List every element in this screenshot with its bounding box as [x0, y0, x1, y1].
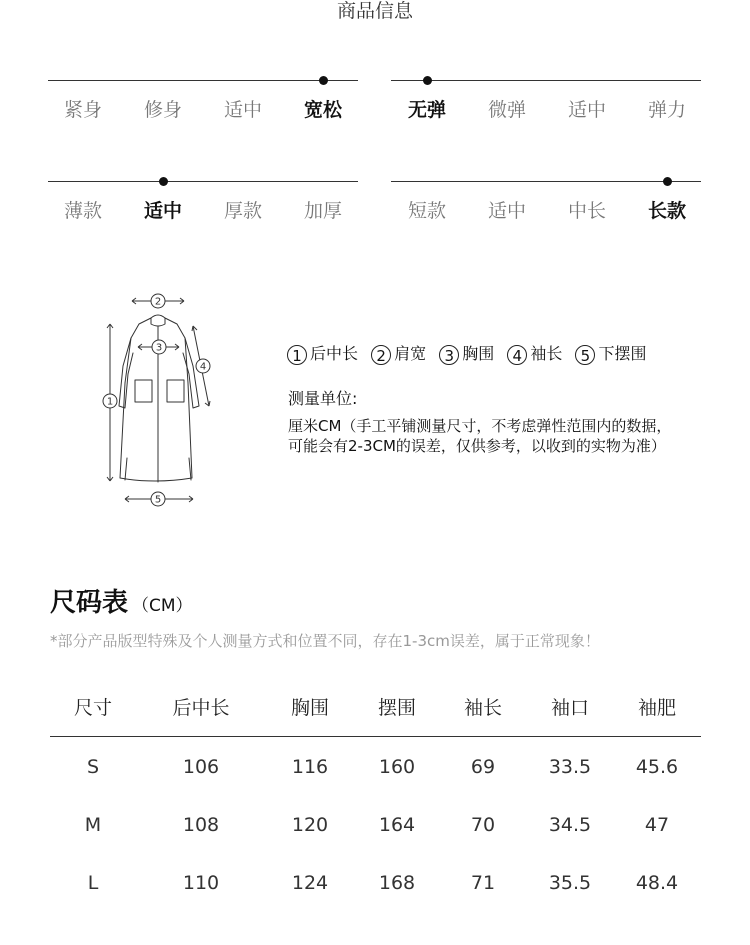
marker-2: [151, 294, 165, 308]
elasticity-option-regular: 适中: [567, 99, 606, 121]
legend-label: 后中长: [310, 344, 359, 363]
table-cell: 69: [470, 756, 496, 778]
scale-track: [391, 181, 701, 182]
measure-desc-line: 厘米CM（手工平铺测量尺寸，不考虑弹性范围内的数据，: [288, 417, 672, 435]
marker-3: [152, 340, 166, 354]
table-cell: 168: [378, 872, 416, 894]
table-cell: 110: [182, 872, 220, 894]
table-header-cell: 后中长: [172, 697, 230, 719]
legend-item-chest: [439, 342, 494, 366]
length-scale: [391, 181, 701, 241]
legend-item-length: [287, 342, 358, 366]
legend-number: 3: [439, 345, 459, 365]
size-table: [50, 680, 701, 911]
marker-4: [196, 359, 210, 373]
coat-measurement-diagram: [95, 288, 225, 513]
measure-desc-line: 可能会有2-3CM的误差，仅供参考，以收到的实物为准）: [288, 437, 666, 455]
scale-indicator: [159, 177, 168, 186]
table-cell: 35.5: [548, 872, 592, 894]
svg-text:1: 1: [106, 396, 114, 408]
length-option-mid-long: 中长: [567, 200, 606, 222]
elasticity-option-none: 无弹: [407, 99, 446, 121]
measure-unit-title: 测量单位:: [288, 389, 358, 408]
table-header-cell: 胸围: [290, 697, 329, 719]
measure-unit-description: [288, 416, 708, 456]
legend-number: 5: [575, 345, 595, 365]
table-cell: 160: [378, 756, 416, 778]
size-chart-title-text: 尺码表: [50, 588, 129, 618]
measurement-legend: [287, 342, 654, 366]
elasticity-option-stretch: 弹力: [647, 99, 686, 121]
table-row: [50, 737, 701, 795]
fit-option-slim: 修身: [143, 99, 182, 121]
length-option-regular: 适中: [487, 200, 526, 222]
thickness-option-extra-thick: 加厚: [303, 200, 342, 222]
legend-number: 4: [507, 345, 527, 365]
table-header-cell: 袖口: [550, 697, 589, 719]
fit-option-tight: 紧身: [63, 99, 102, 121]
table-cell: L: [87, 872, 99, 894]
table-cell: M: [84, 814, 102, 836]
table-cell: 164: [378, 814, 416, 836]
table-cell: S: [86, 756, 100, 778]
scale-track: [48, 80, 358, 81]
legend-label: 袖长: [530, 344, 563, 363]
scale-track: [391, 80, 701, 81]
thickness-option-thick: 厚款: [223, 200, 262, 222]
legend-label: 肩宽: [394, 344, 427, 363]
size-chart-note: *部分产品版型特殊及个人测量方式和位置不同，存在1-3cm误差，属于正常现象！: [50, 632, 600, 650]
scale-indicator: [319, 76, 328, 85]
table-header-cell: 袖长: [463, 697, 502, 719]
legend-number: 1: [287, 345, 307, 365]
legend-number: 2: [371, 345, 391, 365]
scale-track: [48, 181, 358, 182]
legend-item-sleeve: [507, 342, 562, 366]
table-cell: 71: [470, 872, 496, 894]
thickness-option-regular: 适中: [143, 200, 182, 222]
elasticity-option-slight: 微弹: [487, 99, 526, 121]
legend-item-hem: [575, 342, 646, 366]
table-cell: 47: [644, 814, 670, 836]
table-cell: 124: [291, 872, 329, 894]
svg-text:4: 4: [199, 361, 207, 373]
size-chart-unit: （CM）: [132, 596, 193, 616]
table-cell: 33.5: [548, 756, 592, 778]
table-cell: 116: [291, 756, 329, 778]
length-option-short: 短款: [407, 200, 446, 222]
elasticity-scale: [391, 80, 701, 140]
table-header-row: [50, 680, 701, 737]
thickness-option-thin: 薄款: [63, 200, 102, 222]
size-chart-title: [50, 582, 193, 619]
legend-label: 下摆围: [598, 344, 647, 363]
table-row: [50, 795, 701, 853]
svg-text:5: 5: [154, 494, 162, 506]
svg-text:3: 3: [155, 342, 163, 354]
legend-item-shoulder: [371, 342, 426, 366]
scale-indicator: [663, 177, 672, 186]
marker-1: [103, 394, 117, 408]
table-cell: 70: [470, 814, 496, 836]
fit-option-regular: 适中: [223, 99, 262, 121]
table-cell: 48.4: [635, 872, 679, 894]
table-cell: 120: [291, 814, 329, 836]
thickness-scale: [48, 181, 358, 241]
fit-scale: [48, 80, 358, 140]
section-title: 商品信息: [336, 0, 413, 22]
table-cell: 106: [182, 756, 220, 778]
table-row: [50, 853, 701, 911]
length-option-long: 长款: [647, 200, 686, 222]
table-cell: 108: [182, 814, 220, 836]
marker-5: [151, 492, 165, 506]
scale-indicator: [423, 76, 432, 85]
table-header-cell: 尺寸: [73, 697, 112, 719]
svg-text:2: 2: [154, 296, 162, 308]
legend-label: 胸围: [462, 344, 495, 363]
table-cell: 45.6: [635, 756, 679, 778]
table-cell: 34.5: [548, 814, 592, 836]
table-header-cell: 摆围: [377, 697, 416, 719]
table-header-cell: 袖肥: [637, 697, 676, 719]
fit-option-loose: 宽松: [303, 99, 342, 121]
